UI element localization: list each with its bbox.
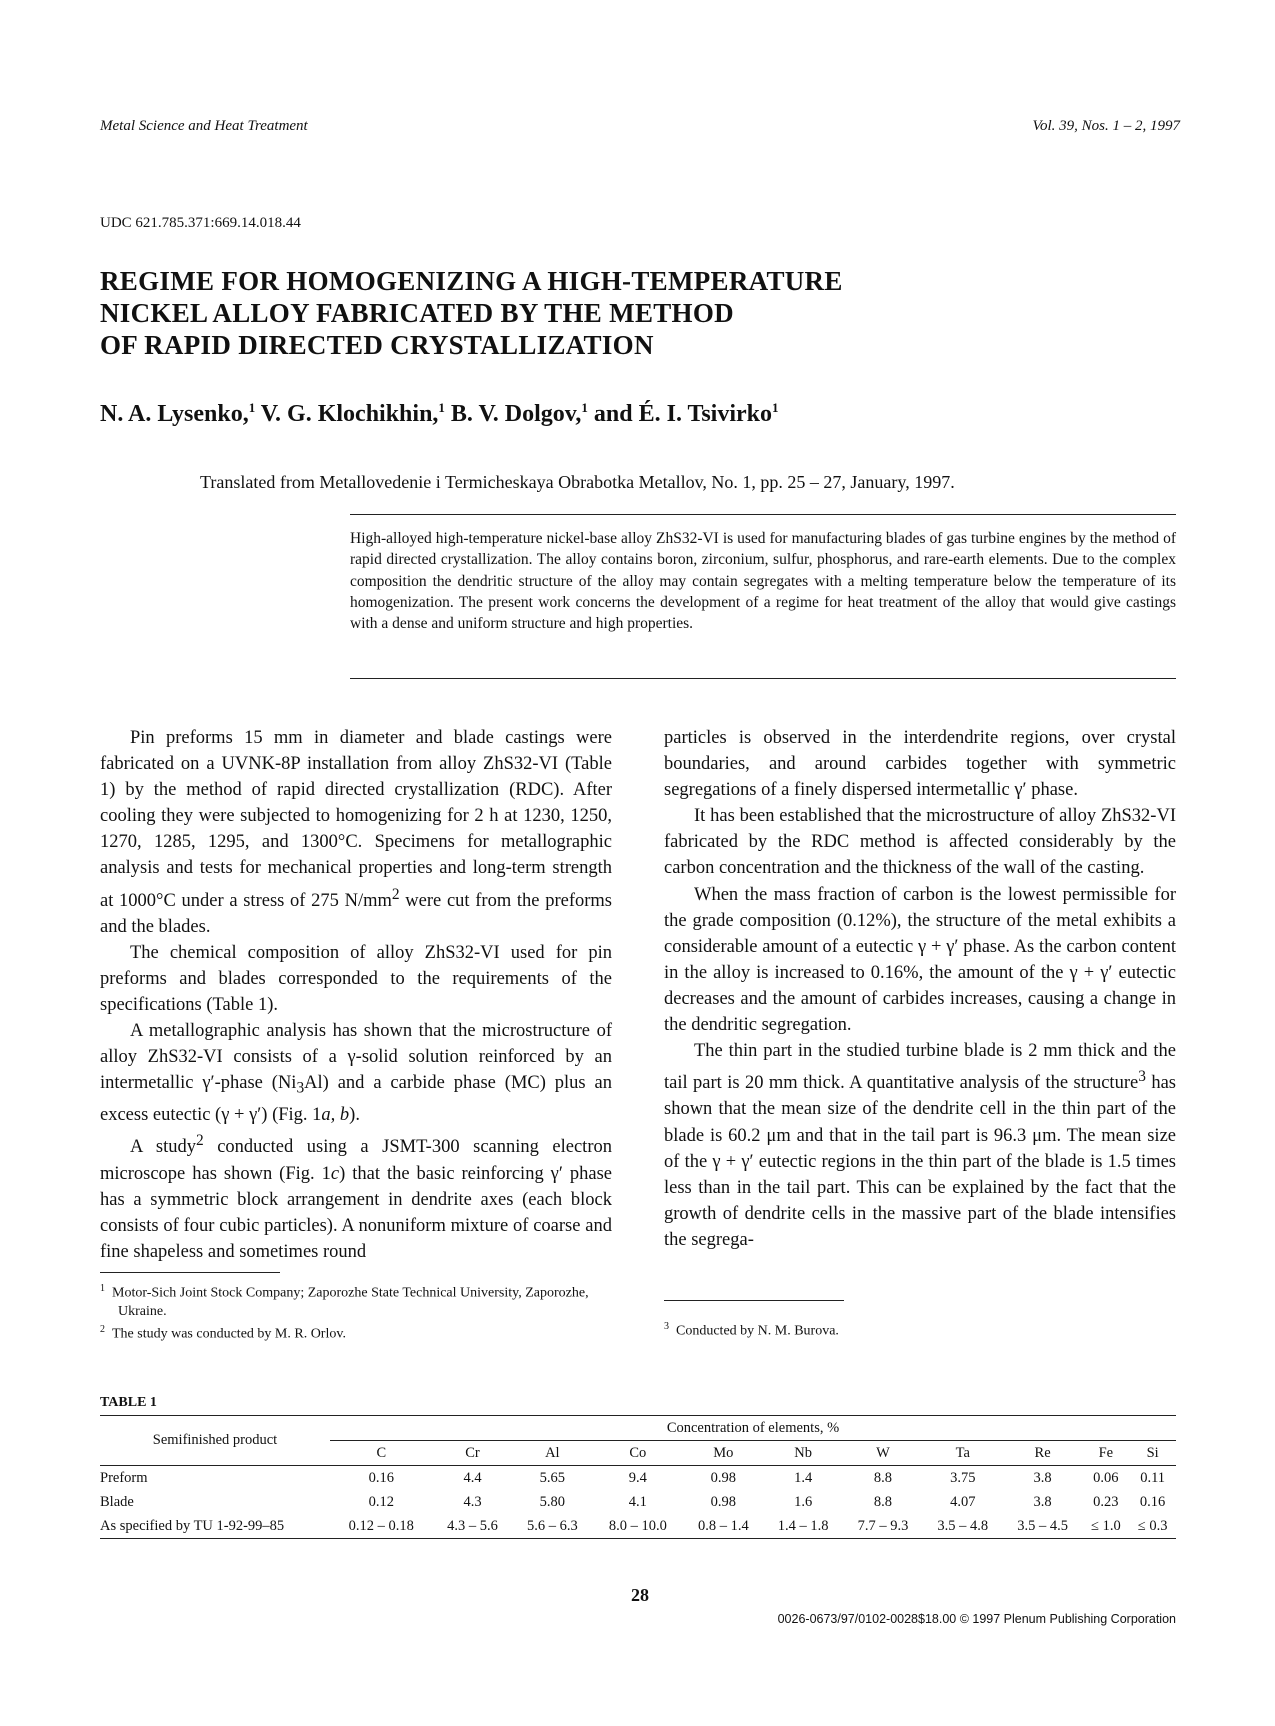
- abstract: High-alloyed high-temperature nickel-base alloy ZhS32-VI is used for manufacturing blades of gas turbine engines by the method of rapid directed crystallization. The alloy contains boron, zirconium, sulfur, phosphorus, and rare-earth elements. Due to the complex composition the dendritic structure of the alloy may contain segregates with a melting temperature below the temperature of its homogenization. The present work concerns the development of a regime for heat treatment of the alloy that would give castings with a dense and uniform structure and high properties.: [350, 530, 1176, 633]
- table-cell: 0.98: [710, 1469, 737, 1486]
- table-cell: 4.4: [463, 1469, 482, 1486]
- table-cell: 3.75: [950, 1469, 976, 1486]
- table-cell: 4.1: [628, 1493, 647, 1510]
- table-cell: 5.65: [539, 1469, 566, 1486]
- footnote-3: $^3$ Conducted by N. M. Burova.: [664, 1321, 839, 1339]
- footnotes-left: [100, 1280, 612, 1343]
- page-number: 28: [631, 1585, 649, 1605]
- table-cell: 1.4: [794, 1469, 813, 1486]
- footnote-rule: [664, 1300, 844, 1301]
- author-1: N. A. Lysenko,: [100, 401, 249, 427]
- composition-table: [100, 1415, 1176, 1539]
- title-line-3: OF RAPID DIRECTED CRYSTALLIZATION: [100, 330, 654, 360]
- table-cell: 5.6 – 6.3: [526, 1517, 578, 1534]
- paragraph: Pin preforms 15 mm in diameter and blade castings were fabricated on a UVNK-8P installation from alloy ZhS32-VI (Table 1) by the method of rapid directed crystallization (RDC). After cooling they were subjected to homogenizing for 2 h at 1230, 1250, 1270, 1285, 1295, and 1300°C. Specimens for metallographic analysis and tests for mechanical properties and long-term strength at 1000°C under a stress of 275 $N/mm^2$ were cut from the preforms and the blades.: [100, 728, 612, 937]
- footnote-2: $^2$ The study was conducted by M. R. Orlov.: [100, 1323, 346, 1342]
- paragraph: The chemical composition of alloy ZhS32-VI used for pin preforms and blades corresponded to the requirements of the specifications (Table 1).: [100, 942, 612, 1016]
- table-cell: 0.16: [368, 1469, 394, 1486]
- affiliation-mark: 1: [248, 400, 256, 415]
- table-cell: 0.98: [710, 1493, 737, 1510]
- journal-name: Metal Science and Heat Treatment: [100, 118, 308, 134]
- author-2: V. G. Klochikhin,: [260, 401, 439, 427]
- translation-note: Translated from Metallovedenie i Termicheskaya Obrabotka Metallov, No. 1, pp. 25 – 27, January, 1997.: [200, 472, 955, 492]
- affiliation-mark: 1: [772, 400, 779, 415]
- row-label: As specified by TU 1-92-99–85: [100, 1517, 285, 1534]
- column-header: Co: [592, 1441, 683, 1466]
- table-cell: 1.4 – 1.8: [777, 1517, 829, 1534]
- table-cell: 8.8: [873, 1469, 893, 1486]
- body-column-left: [100, 725, 612, 1265]
- volume-info: Vol. 39, Nos. 1 – 2, 1997: [1032, 118, 1180, 134]
- table-cell: 3.8: [1033, 1469, 1052, 1486]
- article-title: [100, 265, 1100, 361]
- table-cell: 4.3: [463, 1493, 482, 1510]
- table-cell: 5.80: [539, 1493, 566, 1510]
- abstract-top-rule: [350, 514, 1176, 515]
- table-cell: 1.6: [794, 1493, 813, 1510]
- table-cell: 0.23: [1093, 1493, 1119, 1510]
- table-cell: 3.5 – 4.5: [1017, 1517, 1068, 1534]
- table-cell: 0.12 – 0.18: [348, 1517, 414, 1534]
- title-line-2: NICKEL ALLOY FABRICATED BY THE METHOD: [100, 298, 734, 328]
- affiliation-mark: 1: [581, 400, 588, 415]
- column-header: Ta: [923, 1441, 1003, 1466]
- abstract-bottom-rule: [350, 678, 1176, 679]
- column-header: Al: [512, 1441, 592, 1466]
- table-cell: 0.16: [1139, 1493, 1166, 1510]
- table-cell: 4.07: [950, 1493, 976, 1510]
- column-header: Si: [1129, 1441, 1176, 1466]
- author-4: and É. I. Tsivirko: [593, 401, 773, 427]
- paragraph: A metallographic analysis has shown that the microstructure of alloy ZhS32-VI consists of a γ-solid solution reinforced by an intermetallic γ′-phase $(Ni_3Al)$ and a carbide phase (MC) plus an excess eutectic (γ + γ′) (Fig. 1a, b).: [100, 1021, 612, 1126]
- table-cell: 0.8 – 1.4: [697, 1517, 749, 1534]
- table-cell: 3.5 – 4.8: [937, 1517, 989, 1534]
- column-header: Re: [1003, 1441, 1083, 1466]
- paragraph: It has been established that the microstructure of alloy ZhS32-VI fabricated by the RDC method is affected considerably by the carbon concentration and the thickness of the wall of the casting.: [664, 806, 1176, 879]
- body-column-right: [664, 725, 1176, 1253]
- column-header: Fe: [1083, 1441, 1130, 1466]
- footnote-1: $^1$ Motor-Sich Joint Stock Company; Zaporozhe State Technical University, Zaporozhe, Ukraine.: [100, 1283, 589, 1319]
- paragraph: A study$^2$ conducted using a JSMT-300 scanning electron microscope has shown (Fig. 1c) that the basic reinforcing γ′ phase has a symmetric block arrangement in dendrite axes (each block consists of four cubic particles). A nonuniform mixture of coarse and fine shapeless and sometimes round: [100, 1132, 612, 1262]
- table-row: [100, 1514, 1176, 1539]
- table-row: [100, 1466, 1176, 1491]
- table-cell: 0.11: [1140, 1469, 1166, 1486]
- table-cell: 3.8: [1033, 1493, 1052, 1510]
- span-header: Concentration of elements, %: [330, 1416, 1176, 1441]
- affiliation-mark: 1: [438, 400, 445, 415]
- column-header: Cr: [433, 1441, 513, 1466]
- udc-code: UDC 621.785.371:669.14.018.44: [100, 215, 301, 231]
- table-cell: 7.7 – 9.3: [857, 1517, 909, 1534]
- table-cell: 9.4: [628, 1469, 647, 1486]
- table-cell: ≤ 1.0: [1091, 1517, 1121, 1534]
- column-header: C: [330, 1441, 433, 1466]
- footnote-rule: [100, 1272, 280, 1273]
- paragraph: When the mass fraction of carbon is the lowest permissible for the grade composition (0.12%), the structure of the metal exhibits a considerable amount of a eutectic γ + γ′ phase. As the carbon content in the alloy is increased to 0.16%, the amount of the γ + γ′ eutectic decreases and the amount of carbides increases, causing a change in the dendritic segregation.: [664, 884, 1176, 1036]
- table-cell: 8.0 – 10.0: [608, 1517, 667, 1534]
- paragraph: particles is observed in the interdendrite regions, over crystal boundaries, and around carbides together with symmetric segregations of a finely dispersed intermetallic γ′ phase.: [664, 728, 1176, 801]
- author-3: B. V. Dolgov,: [450, 401, 582, 427]
- footnotes-right: [664, 1318, 1176, 1341]
- table-row: [100, 1490, 1176, 1514]
- table-cell: 0.12: [368, 1493, 394, 1510]
- row-label: Preform: [100, 1469, 148, 1486]
- title-line-1: REGIME FOR HOMOGENIZING A HIGH-TEMPERATURE: [100, 266, 843, 296]
- column-header: Mo: [683, 1441, 763, 1466]
- column-header: W: [843, 1441, 923, 1466]
- column-header: Nb: [763, 1441, 843, 1466]
- table-cell: 0.06: [1093, 1469, 1119, 1486]
- author-list: [100, 400, 1100, 428]
- table-title: TABLE 1: [100, 1395, 157, 1410]
- table-cell: ≤ 0.3: [1137, 1517, 1168, 1534]
- paragraph: The thin part in the studied turbine blade is 2 mm thick and the tail part is 20 mm thick. A quantitative analysis of the structure$^3$ has shown that the mean size of the dendrite cell in the thin part of the blade is 60.2 μm and that in the tail part is 96.3 μm. The mean size of the γ + γ′ eutectic regions in the thin part of the blade is 1.5 times less than in the tail part. This can be explained by the fact that the growth of dendrite cells in the massive part of the blade intensifies the segrega-: [664, 1041, 1176, 1250]
- row-label: Blade: [100, 1493, 134, 1510]
- copyright-line: 0026-0673/97/0102-0028$18.00 © 1997 Plenum Publishing Corporation: [777, 1612, 1176, 1626]
- stub-header: Semifinished product: [152, 1432, 278, 1448]
- table-cell: 8.8: [873, 1493, 893, 1510]
- table-cell: 4.3 – 5.6: [447, 1517, 498, 1534]
